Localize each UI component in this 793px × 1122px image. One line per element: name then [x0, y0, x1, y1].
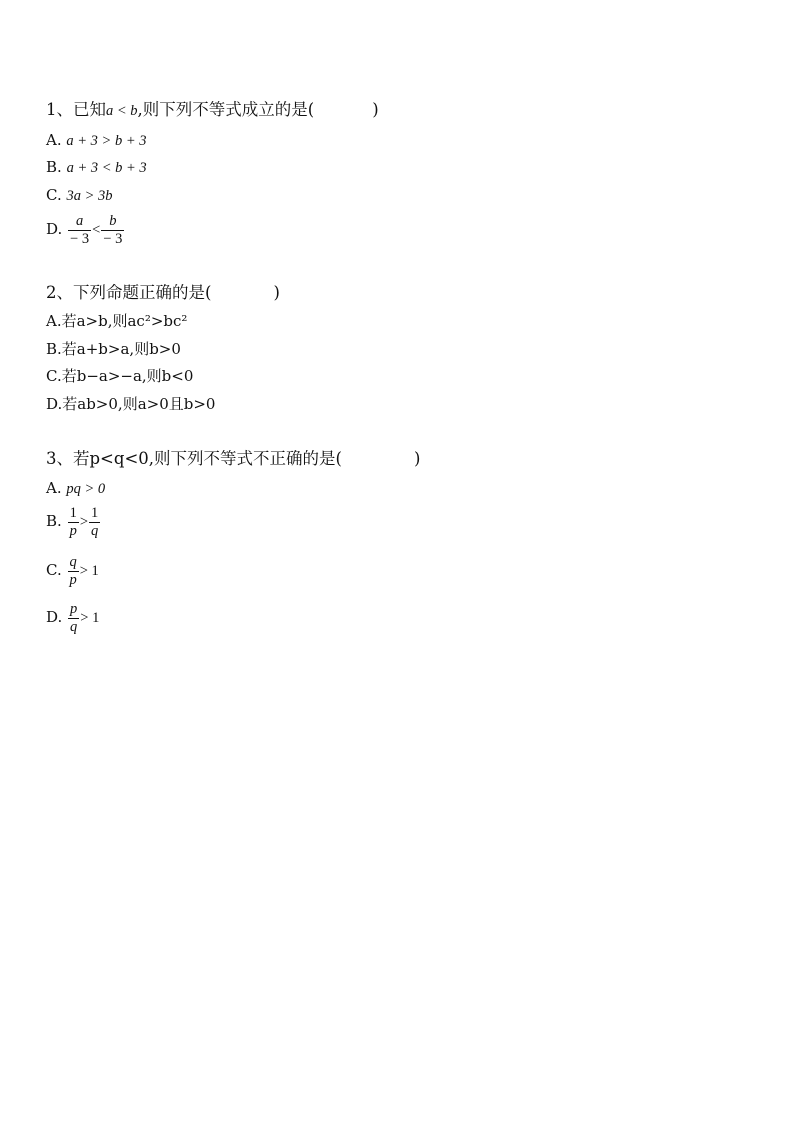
fraction-denominator: − 3: [103, 230, 123, 247]
option-label: D.: [46, 608, 63, 626]
question-1-option-c: [46, 185, 113, 206]
question-1-stem-math: a < b: [106, 103, 138, 119]
option-text: 若b−a>−a,则b<0: [61, 367, 194, 385]
fraction: [89, 505, 100, 540]
comparison-operator: > 1: [80, 610, 100, 626]
fraction: [68, 554, 79, 589]
question-3-stem: [46, 449, 420, 469]
option-math: a + 3 > b + 3: [66, 133, 147, 149]
question-2-option-c: [46, 366, 193, 386]
question-3-stem-close: ): [413, 449, 421, 468]
fraction-denominator: p: [69, 522, 77, 539]
fraction-denominator: q: [91, 522, 99, 539]
question-1-stem: [46, 100, 379, 121]
question-3-stem-text: 3、若p<q<0,则下列不等式不正确的是(: [46, 449, 342, 468]
comparison-operator: <: [92, 222, 101, 238]
question-3-option-d: [46, 599, 99, 636]
option-label: A.: [46, 312, 62, 330]
question-2-stem-close: ): [273, 283, 280, 302]
fraction: [68, 213, 91, 248]
option-math: a + 3 < b + 3: [66, 160, 147, 176]
option-label: D.: [46, 220, 63, 238]
fraction-denominator: p: [69, 571, 77, 588]
fraction: [68, 505, 79, 540]
comparison-operator: >: [79, 514, 89, 530]
option-text: 若a+b>a,则b>0: [61, 340, 181, 358]
fraction-numerator: 1: [91, 504, 99, 521]
fraction-numerator: q: [69, 553, 77, 570]
fraction-numerator: b: [101, 213, 124, 231]
question-2-stem-text: 2、下列命题正确的是(: [46, 283, 212, 302]
question-2-stem: [46, 283, 280, 303]
question-3-option-c: [46, 552, 99, 589]
option-text: 若ab>0,则a>0且b>0: [62, 395, 216, 413]
option-label: C.: [46, 186, 62, 204]
comparison-operator: > 1: [79, 563, 99, 579]
question-3-option-b: [46, 503, 101, 540]
option-label: A.: [46, 131, 62, 149]
option-label: A.: [46, 479, 62, 497]
fraction-numerator: p: [70, 600, 78, 617]
question-1-stem-prefix: 1、已知: [46, 100, 106, 119]
option-label: C.: [46, 561, 62, 579]
fraction-denominator: q: [70, 618, 78, 635]
question-2-option-b: [46, 339, 181, 359]
fraction-numerator: 1: [69, 504, 77, 521]
option-math: pq > 0: [66, 481, 106, 497]
question-1-option-b: [46, 157, 147, 178]
fraction-numerator: a: [68, 213, 91, 231]
fraction: [101, 213, 124, 248]
question-3-option-a: [46, 478, 105, 499]
option-label: B.: [46, 340, 62, 358]
option-math: 3a > 3b: [66, 188, 113, 204]
question-2-option-a: [46, 311, 187, 331]
fraction-denominator: − 3: [70, 230, 90, 247]
question-1-option-d: [46, 211, 125, 248]
option-label: B.: [46, 512, 62, 530]
option-label: D.: [46, 395, 63, 413]
question-2-option-d: [46, 394, 215, 414]
question-1-stem-suffix: ,则下列不等式成立的是(: [137, 100, 315, 119]
fraction: [68, 601, 79, 636]
question-1-stem-close: ): [372, 100, 379, 119]
option-text: 若a>b,则ac²>bc²: [61, 312, 188, 330]
option-label: C.: [46, 367, 62, 385]
option-label: B.: [46, 158, 62, 176]
question-1-option-a: [46, 130, 147, 151]
